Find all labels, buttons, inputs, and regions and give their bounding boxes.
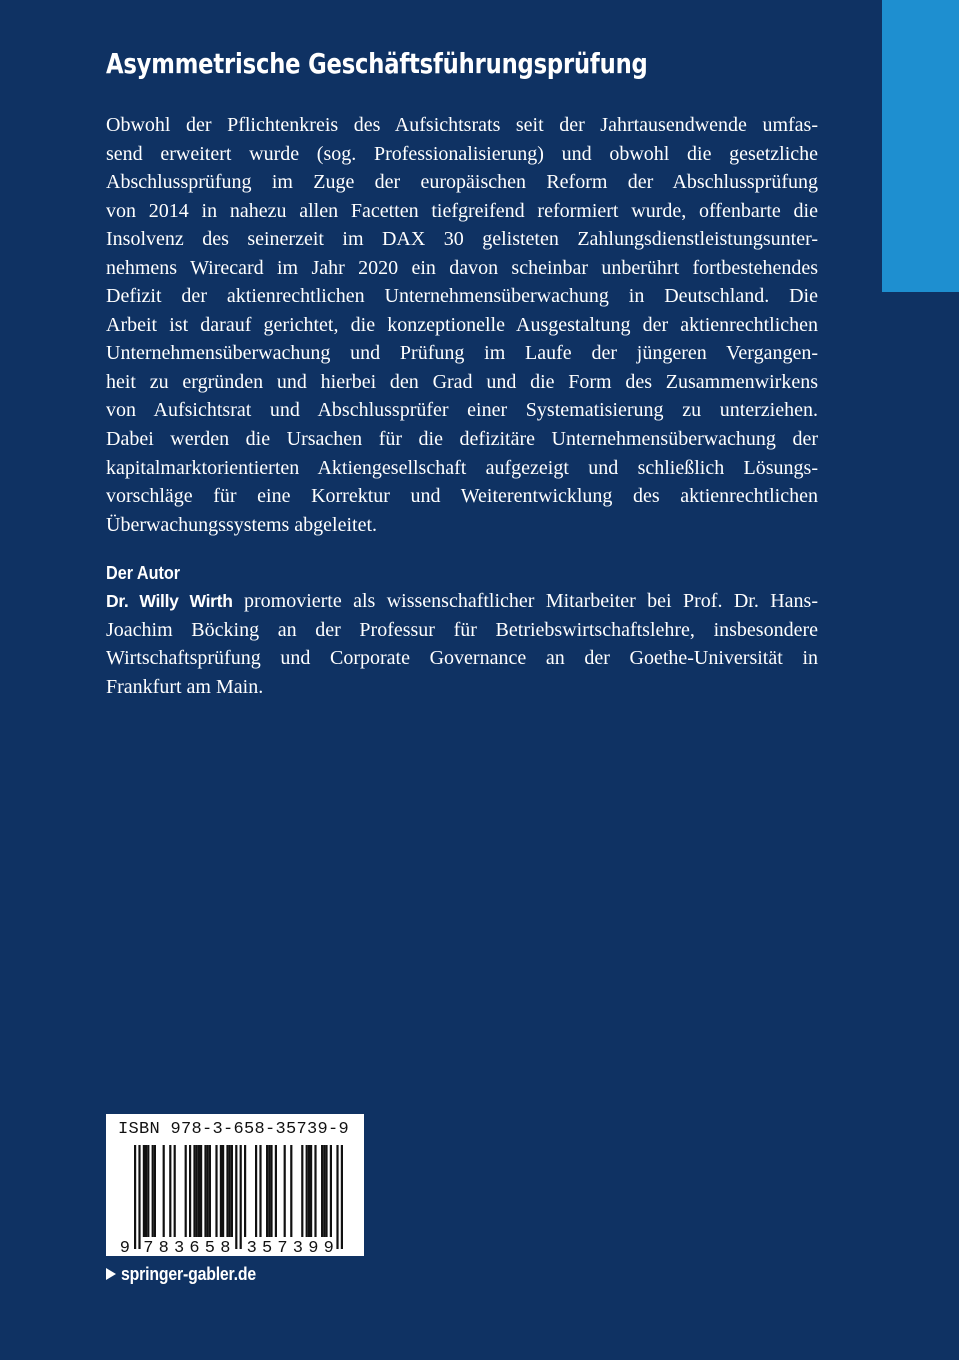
blurb-line: kapitalmarktorientierten Aktiengesellschaft aufgezeigt und schließlich Lösungs- [106,456,818,479]
barcode-bar [204,1145,206,1237]
barcode-bar [229,1145,231,1237]
blurb-line: Überwachungssystems abgeleitet. [106,513,378,536]
barcode-digit: 9 [323,1239,334,1256]
blurb-line: Insolvenz des seinerzeit im DAX 30 gelisteten Zahlungsdienstleistungsunter- [106,228,818,251]
barcode-bar [174,1145,176,1237]
blurb-line: Obwohl der Pflichtenkreis des Aufsichtsrats seit der Jahrtausendwende umfas- [106,114,818,136]
barcode-bar [275,1145,277,1237]
barcode-bar [189,1145,191,1237]
barcode-bar [301,1145,303,1237]
barcode-bar [209,1145,211,1237]
barcode-bar [185,1145,187,1237]
author-bio-text: promovierte als wissenschaftlicher Mitarbeiter bei Prof. Dr. Hans- [232,590,818,612]
barcode-digit: 7 [143,1239,154,1256]
author-heading: Der Autor [106,563,181,583]
barcode-bar [145,1145,147,1237]
barcode-bar [266,1145,268,1237]
barcode-bar [259,1145,261,1237]
publisher-website[interactable]: springer-gabler.de [121,1264,257,1284]
barcode-bar [138,1145,140,1249]
barcode-bar [222,1145,224,1237]
barcode-digit: 3 [292,1239,304,1256]
barcode-bar [341,1145,343,1249]
isbn-label: ISBN 978-3-658-35739-9 [118,1120,350,1139]
blurb-line: von Aufsichtsrat und Abschlussprüfer einer Systematisierung zu unterziehen. [106,399,818,422]
barcode-bar [235,1145,237,1249]
isbn-barcode [106,1114,364,1256]
barcode-bar [268,1145,270,1237]
barcode-digit: 3 [173,1239,185,1256]
barcode-bar [200,1145,202,1237]
barcode-digit: 5 [261,1239,273,1256]
barcode-digit: 5 [204,1239,216,1256]
barcode-bar [154,1145,156,1237]
barcode-bar [196,1145,198,1237]
barcode-bar [226,1145,228,1237]
barcode-bar [290,1145,292,1237]
barcode-graphic [106,1114,364,1256]
blurb-line: Dabei werden die Ursachen für die defizitäre Unternehmensüberwachung der [106,428,818,451]
barcode-bar [336,1145,338,1249]
barcode-digit: 9 [119,1239,130,1256]
barcode-bar [314,1145,316,1237]
barcode-bar [207,1145,209,1237]
blurb-line: vorschläge für eine Korrektur und Weiterentwicklung des aktienrechtlichen [106,485,818,508]
blurb-line: Abschlussprüfung im Zuge der europäischen Reform der Abschlussprüfung [106,171,818,194]
barcode-digit: 8 [158,1239,169,1256]
barcode-bar [321,1145,323,1237]
barcode-digit: 8 [220,1239,231,1256]
barcode-bar [163,1145,165,1237]
accent-bar [882,0,959,292]
author-name: Dr. Willy Wirth [106,591,233,611]
barcode-bar [231,1145,233,1237]
barcode-bar [244,1145,246,1237]
blurb-line: nehmens Wirecard im Jahr 2020 ein davon scheinbar unberührt fortbestehendes [106,256,818,279]
barcode-digit: 6 [189,1239,200,1256]
author-bio [106,587,818,701]
blurb-line: Arbeit ist darauf gerichtet, die konzeptionelle Ausgestaltung der aktienrechtlichen [106,313,818,336]
blurb-line: Defizit der aktienrechtlichen Unternehmensüberwachung in Deutschland. Die [106,285,818,308]
barcode-bar [325,1145,327,1237]
blurb-line: send erweitert wurde (sog. Professionalisierung) und obwohl die gesetzliche [106,142,818,165]
barcode-digit: 9 [308,1239,319,1256]
barcode-bar [306,1145,308,1237]
barcode-digit: 3 [246,1239,257,1256]
barcode-bar [240,1145,242,1249]
barcode-bar [330,1145,332,1237]
barcode-bar [308,1145,310,1237]
author-bio-line: Frankfurt am Main. [106,675,264,698]
play-arrow-icon [106,1268,116,1280]
blurb-line: Unternehmensüberwachung und Prüfung im Laufe der jüngeren Vergangen- [106,342,818,365]
barcode-bar [255,1145,257,1237]
author-bio-line: Wirtschaftsprüfung und Corporate Governance an der Goethe-Universität in [106,647,818,670]
barcode-bar [152,1145,154,1237]
barcode-bar [284,1145,286,1237]
barcode-bar [134,1145,136,1249]
author-bio-line: Joachim Böcking an der Professur für Betriebswirtschaftslehre, insbesondere [106,618,818,641]
barcode-bar [270,1145,272,1237]
blurb-line: von 2014 in nahezu allen Facetten tiefgreifend reformiert wurde, offenbarte die [106,199,818,222]
blurb-paragraph [106,111,818,539]
barcode-bar [323,1145,325,1237]
book-title: Asymmetrische Geschäftsführungsprüfung [106,47,648,80]
barcode-bar [220,1145,222,1237]
barcode-bar [310,1145,312,1237]
barcode-bar [193,1145,195,1237]
barcode-digit: 7 [277,1239,288,1256]
barcode-bar [143,1145,145,1237]
blurb-line: heit zu ergründen und hierbei den Grad und die Form des Zusammenwirkens [106,370,818,393]
barcode-bar [169,1145,171,1237]
author-bio-line [106,587,818,616]
barcode-bar [198,1145,200,1237]
barcode-bar [147,1145,149,1237]
publisher-link[interactable] [106,1262,274,1286]
barcode-bar [215,1145,217,1237]
